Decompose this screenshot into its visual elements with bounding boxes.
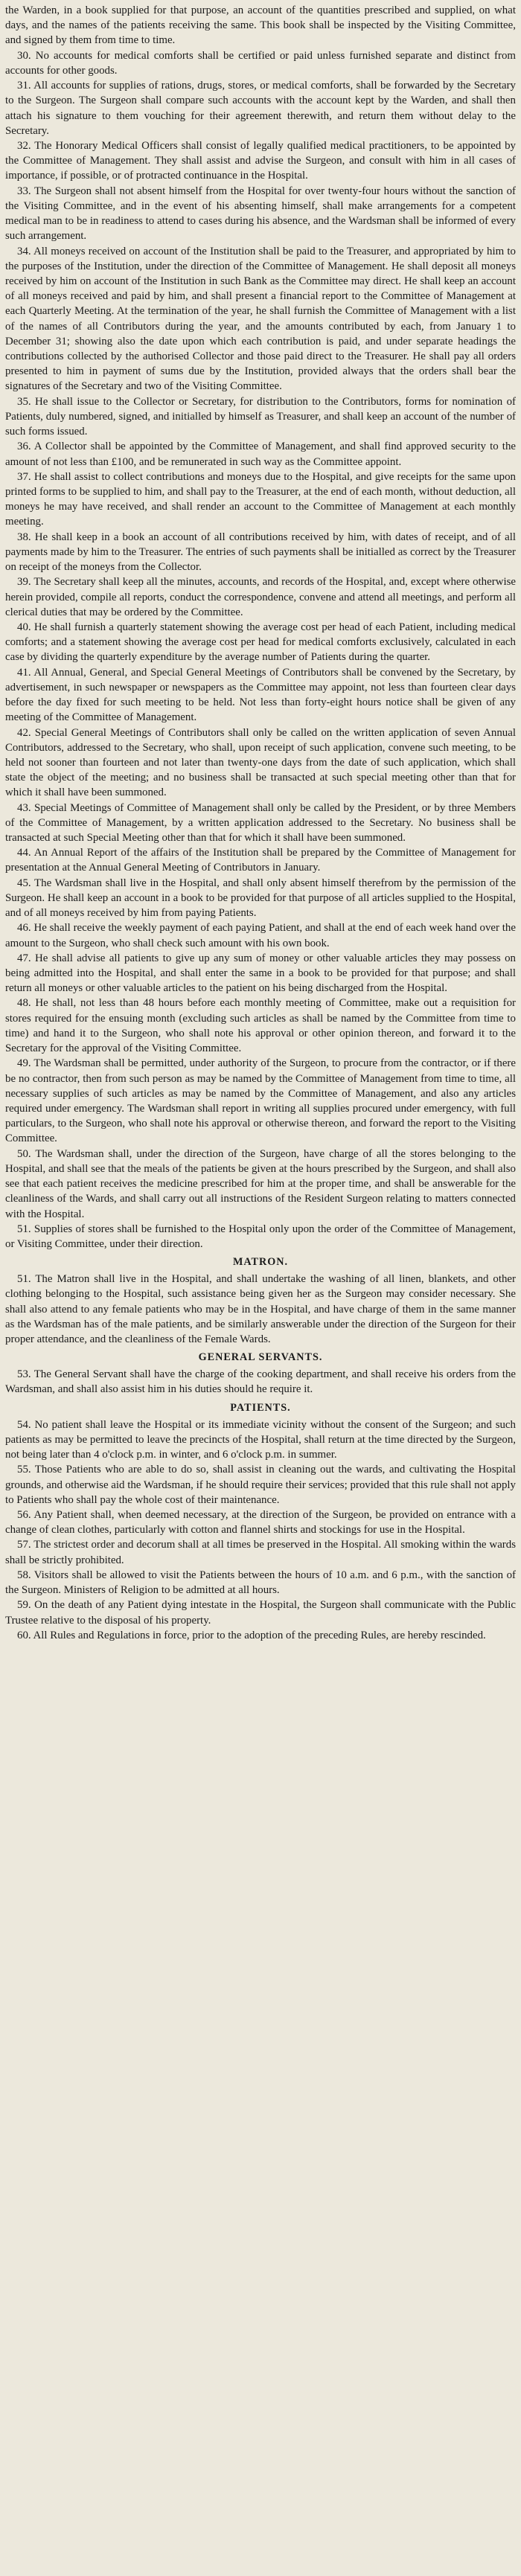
rule-paragraph: 46. He shall receive the weekly payment of each paying Patient, and shall at the end of each week hand over the amount to the Surgeon, who shall check such amount with his own book. [5,922,516,949]
rule-paragraph: 50. The Wardsman shall, under the direction of the Surgeon, have charge of all the stores belonging to the Hospital, and shall see that the meals of the patients be given at the hours prescribed by the Surgeon, and shall also see that each patient receives the medicine prescribed for him at the proper time, and shall be answerable for the cleanliness of the Wards, and shall carry out all instructions of the Resident Surgeon relating to matters connected with the Hospital. [5,1147,516,1220]
rule-paragraph: 51. Supplies of stores shall be furnished to the Hospital only upon the order of the Committee of Management, or Visiting Committee, under their direction. [5,1223,516,1250]
rule-paragraph: 45. The Wardsman shall live in the Hospital, and shall only absent himself therefrom by the permission of the Surgeon. He shall keep an account in a book to be provided for that purpose of all articles supplied to the Hospital, and of all moneys received by him from paying Patients. [5,877,516,920]
rule-paragraph: 49. The Wardsman shall be permitted, under authority of the Surgeon, to procure from the contractor, or if there be no contractor, then from such person as may be named by the Committee of Management from time to time, all necessary supplies of such articles as may be named by the Committee of Management, and also any articles required under emergency. The Wardsman shall report in writing all supplies procured under emergency, with full particulars, to the Surgeon, who shall note his approval or otherwise thereon, and forward the report to the Visiting Committee. [5,1057,516,1145]
rule-paragraph: 41. All Annual, General, and Special General Meetings of Contributors shall be convened by the Secretary, by advertisement, in such newspaper or newspapers as the Committee may appoint, not less than fourteen clear days before the day fixed for such meeting to be held. Not less than forty-eight hours notice shall be given of any meeting of the Committee of Management. [5,666,516,724]
rule-paragraph: 55. Those Patients who are able to do so, shall assist in cleaning out the wards, and cultivating the Hospital grounds, and otherwise aid the Wardsman, if he should require their services; provided that this rule shall not apply to Patients who shall pay the whole cost of their maintenance. [5,1464,516,1506]
rule-paragraph: 47. He shall advise all patients to give up any sum of money or other valuable articles they may possess on being admitted into the Hospital, and shall enter the same in a book to be provided for that purpose; and shall return all moneys or other valuable articles to the patient on his being discharged from the Hospital. [5,952,516,995]
rule-paragraph: 54. No patient shall leave the Hospital or its immediate vicinity without the consent of the Surgeon; and such patients as may be permitted to leave the precincts of the Hospital, shall return at the time directed by the Surgeon, not being later than 4 o'clock p.m. in winter, and 6 o'clock p.m. in summer. [5,1418,516,1461]
rule-paragraph: 36. A Collector shall be appointed by the Committee of Management, and shall find approved security to the amount of not less than £100, and be remunerated in such way as the Committee appoint. [5,440,516,468]
rule-paragraph: 59. On the death of any Patient dying intestate in the Hospital, the Surgeon shall communicate with the Public Trustee relative to the disposal of his property. [5,1599,516,1627]
rule-paragraph: 39. The Secretary shall keep all the minutes, accounts, and records of the Hospital, and, except where otherwise herein provided, compile all reports, conduct the correspondence, convene and attend all meetings, and perform all clerical duties that may be ordered by the Committee. [5,576,516,618]
rule-paragraph: 53. The General Servant shall have the charge of the cooking department, and shall receive his orders from the Wardsman, and shall also assist him in his duties should he require it. [5,1368,516,1396]
rule-paragraph: 58. Visitors shall be allowed to visit the Patients between the hours of 10 a.m. and 6 p.m., with the sanction of the Surgeon. Ministers of Religion to be admitted at all hours. [5,1569,516,1597]
rule-paragraph: 40. He shall furnish a quarterly statement showing the average cost per head of each Patient, including medical comforts; and a statement showing the average cost per head for medical comforts exclusively, calculated in each case by dividing the quarterly expenditure by the average number of Patients during the quarter. [5,621,516,664]
rule-paragraph: 44. An Annual Report of the affairs of the Institution shall be prepared by the Committee of Management for presentation at the Annual General Meeting of Contributors in January. [5,847,516,874]
rule-paragraph: 43. Special Meetings of Committee of Management shall only be called by the President, or by three Members of the Committee of Management, by a written application addressed to the Secretary. No business shall be transacted at such Special Meeting other than that for which it shall have been summoned. [5,801,516,845]
rule-paragraph: 48. He shall, not less than 48 hours before each monthly meeting of Committee, make out a requisition for stores required for the ensuing month (excluding such articles as shall be named by the Committee from time to time) and hand it to the Surgeon, who shall note his approval or other opinion thereon, and forward it to the Secretary for the approval of the Visiting Committee. [5,997,516,1055]
rule-paragraph: 37. He shall assist to collect contributions and moneys due to the Hospital, and give receipts for the same upon printed forms to be supplied to him, and shall pay to the Treasurer, at the end of each month, without deduction, all moneys he may have received, and shall render an account to the Committee of Management at each monthly meeting. [5,470,516,528]
rule-paragraph: 42. Special General Meetings of Contributors shall only be called on the written application of seven Annual Contributors, addressed to the Secretary, who shall, upon receipt of such application, convene such meeting, to be held not sooner than fourteen and not later than twenty-one days from the date of such application, which shall state the object of the meeting; and no business shall be transacted at such special meeting other than that for which it shall have been summoned. [5,726,516,799]
rule-paragraph: 31. All accounts for supplies of rations, drugs, stores, or medical comforts, shall be forwarded by the Secretary to the Surgeon. The Surgeon shall compare such accounts with the account kept by the Warden, and shall then attach his signature to them vouching for their agreement therewith, and return them without delay to the Secretary. [5,80,516,137]
continued-paragraph: the Warden, in a book supplied for that purpose, an account of the quantities prescribed and supplied, on what days, and the names of the patients receiving the same. This book shall be inspected by the Visiting Committee, and signed by them from time to time. [5,4,516,47]
rule-paragraph: 51. The Matron shall live in the Hospital, and shall undertake the washing of all linen, blankets, and other clothing belonging to the Hospital, such assistance being given her as the Surgeon may consider necessary. She shall also attend to any female patients who may be in the Hospital, and have charge of them in the same manner as the Wardsman has of the male patients, and be similarly answerable under the direction of the Surgeon for their proper attendance, and the cleanliness of the Female Wards. [5,1273,516,1346]
rule-paragraph: 30. No accounts for medical comforts shall be certified or paid unless furnished separate and distinct from accounts for other goods. [5,49,516,77]
rule-paragraph: 57. The strictest order and decorum shall at all times be preserved in the Hospital. All smoking within the wards shall be strictly prohibited. [5,1539,516,1566]
section-heading: GENERAL SERVANTS. [198,1351,323,1364]
rule-paragraph: 32. The Honorary Medical Officers shall consist of legally qualified medical practitioners, to be appointed by the Committee of Management. They shall assist and advise the Surgeon, and consult with him in all cases of importance, if possible, or of protracted continuance in the Hospital. [5,139,516,182]
section-heading: MATRON. [232,1256,289,1269]
rule-paragraph: 33. The Surgeon shall not absent himself from the Hospital for over twenty-four hours without the sanction of the Visiting Committee, and in the event of his absenting himself, shall make arrangements for a competent medical man to be in readiness to attend to cases during his absence, and the Wardsman shall be informed of every such arrangement. [5,185,516,243]
rule-paragraph: 56. Any Patient shall, when deemed necessary, at the direction of the Surgeon, be provided on entrance with a change of clean clothes, particularly with cotton and flannel shirts and stockings for use in the Hospital. [5,1509,516,1537]
rule-paragraph: 35. He shall issue to the Collector or Secretary, for distribution to the Contributors, forms for nomination of Patients, duly numbered, signed, and initialled by himself as Treasurer, and shall keep an account of the number of such forms issued. [5,395,516,438]
section-heading: PATIENTS. [230,1401,291,1414]
rule-paragraph: 38. He shall keep in a book an account of all contributions received by him, with dates of receipt, and of all payments made by him to the Treasurer. The entries of such payments shall be initialled as correct by the Treasurer on receipt of the moneys from the Collector. [5,531,516,574]
rule-paragraph: 60. All Rules and Regulations in force, prior to the adoption of the preceding Rules, are hereby rescinded. [17,1629,486,1641]
rule-paragraph: 34. All moneys received on account of the Institution shall be paid to the Treasurer, and appropriated by him to the purposes of the Institution, under the direction of the Committee of Management. He shall deposit all moneys received by him on account of the Institution in such Bank as the Committee may direct. He shall keep an account of all moneys received and paid by him, and shall present a financial report to the Committee of Management at each Quarterly Meeting. At the termination of the year, he shall furnish the Committee of Management with a list of the names of all Contributors during the year, and the amounts contributed by each, from January 1 to December 31; showing also the date upon which each contribution is paid, and under separate headings the contributions collected by the authorised Collector and those paid direct to the Treasurer. He shall pay all orders presented to him in payment of sums due by the Institution, provided always that the orders shall bear the signatures of the Secretary and two of the Visiting Committee. [5,245,516,393]
